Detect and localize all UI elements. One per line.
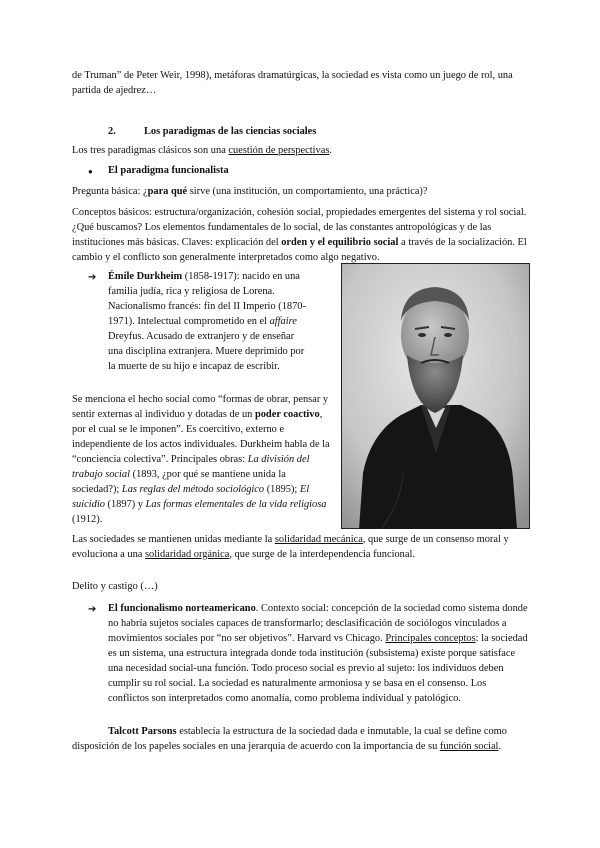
american-text-2: : la sociedad es un sistema, una estructura integrada donde toda institución (subsistema) existe porque satisface una necesidad social-una función. Todo proceso social es previo al sujeto: los individuos deben cumplir su rol social. La sociedad es naturalmente armoniosa y se basa en el consenso. Los conflictos son interpretados como anomalía, como problema individual y patológico. xyxy=(108,633,528,704)
functional-heading-text: El paradigma funcionalista xyxy=(108,165,229,176)
durkheim-name: Émile Durkheim xyxy=(108,271,183,282)
crime-paragraph xyxy=(72,579,528,594)
bullet-icon: ● xyxy=(88,167,93,176)
social-fact-text-2: , por el cual se le imponen”. Es coercitivo, externo e independiente de los actos individuales. Durkheim habla de la “conciencia colectiva”. Principales obras: xyxy=(72,409,330,465)
parsons-text: establecía la estructura de la sociedad dada e inmutable, la cual se define como disposición de los papeles sociales en una jerarquía de acuerdo con la importancia de su xyxy=(72,726,507,752)
mechanical-solidarity-link[interactable]: solidaridad mecánica xyxy=(274,534,363,545)
american-functionalism-title: El funcionalismo norteamericano xyxy=(108,603,256,614)
main-concepts-link[interactable]: Principales conceptos xyxy=(385,633,476,644)
social-fact-text-3: (1893, ¿por qué se mantiene unida la sociedad?); xyxy=(72,469,286,495)
arrow-icon: ➔ xyxy=(88,272,97,283)
question-bold: para qué xyxy=(147,186,188,197)
work-reglas-metodo: Las reglas del método sociológico xyxy=(121,484,265,495)
question-end: sirve (una institución, un comportamiento, una práctica)? xyxy=(187,186,428,197)
social-fact-text-6: (1912). xyxy=(72,514,103,525)
durkheim-portrait xyxy=(341,263,530,529)
coercive-power: poder coactivo xyxy=(254,409,320,420)
concepts-text: Conceptos básicos: estructura/organización, cohesión social, propiedades emergentes del sistema y rol social. ¿Qué buscamos? Los elementos fundamentales de lo social, de las constantes antropológicas y de las instituciones más básicas. Claves: explicación del xyxy=(72,207,527,248)
durkheim-bio xyxy=(108,269,308,374)
american-text-1: . Contexto social: concepción de la sociedad como sistema donde no habría sujetos sociales capaces de transformarlo; desclasificación de sociólogos vinculados a movimientos sociales por “no ser objetivos”. Harvard vs Chicago. xyxy=(108,603,528,644)
solidarity-paragraph xyxy=(72,532,528,562)
arrow-icon: ➔ xyxy=(88,604,97,615)
perspectives-link[interactable]: cuestión de perspectivas xyxy=(228,145,330,156)
american-functionalism-paragraph xyxy=(108,601,528,706)
section-title: Los paradigmas de las ciencias sociales xyxy=(144,126,317,137)
section-number: 2. xyxy=(108,126,116,137)
functional-heading xyxy=(108,163,528,178)
paradigms-intro-text: Los tres paradigmas clásicos son una xyxy=(72,145,229,156)
work-division-trabajo: La división del trabajo social xyxy=(72,454,310,480)
work-formas-elementales: Las formas elementales de la vida religiosa xyxy=(145,499,327,510)
social-fact-text-4: (1895); xyxy=(264,484,300,495)
social-fact-text-1: Se menciona el hecho social como “formas de obrar, pensar y sentir externas al individuo y dotadas de un xyxy=(72,394,329,420)
solidarity-text-3: , que surge de la interdependencia funcional. xyxy=(229,549,415,560)
affaire-word: affaire xyxy=(269,316,297,327)
solidarity-text-2: , que surge de un consenso moral y evoluciona a una xyxy=(72,534,509,560)
concepts-end: a través de la socialización. El cambio y el conflicto son generalmente interpretados como algo negativo. xyxy=(72,237,527,263)
durkheim-bio-end: Dreyfus. Acusado de extranjero y de enseñar una disciplina extranjera. Muere deprimido por la muerte de su hijo e incapaz de escribir. xyxy=(108,331,305,372)
crime-text: Delito y castigo (…) xyxy=(72,581,158,592)
paradigms-intro xyxy=(72,143,528,158)
paradigms-intro-end: . xyxy=(329,145,332,156)
social-fact-text-5: (1897) y xyxy=(104,499,146,510)
basic-question xyxy=(72,184,528,199)
parsons-name: Talcott Parsons xyxy=(108,726,177,737)
organic-solidarity-link[interactable]: solidaridad orgánica xyxy=(145,549,230,560)
work-suicidio: El suicidio xyxy=(72,484,310,510)
parsons-paragraph xyxy=(72,724,528,754)
concepts-paragraph xyxy=(72,205,528,265)
concepts-bold: orden y el equilibrio social xyxy=(281,237,399,248)
intro-text: de Truman” de Peter Weir, 1998), metáforas dramatúrgicas, la sociedad es vista como un juego de rol, una partida de ajedrez… xyxy=(72,70,513,96)
solidarity-text-1: Las sociedades se mantienen unidas mediante la xyxy=(72,534,275,545)
question-text: Pregunta básica: ¿ xyxy=(72,186,148,197)
social-fact-paragraph xyxy=(72,392,330,527)
intro-paragraph xyxy=(72,68,528,98)
parsons-end: . xyxy=(498,741,502,752)
durkheim-bio-text: (1858-1917): nacido en una familia judía, rica y religiosa de Lorena. Nacionalismo francés: fin del II Imperio (1870-1971). Intelectual comprometido en el xyxy=(108,271,306,327)
social-function-link[interactable]: función social xyxy=(439,741,499,752)
